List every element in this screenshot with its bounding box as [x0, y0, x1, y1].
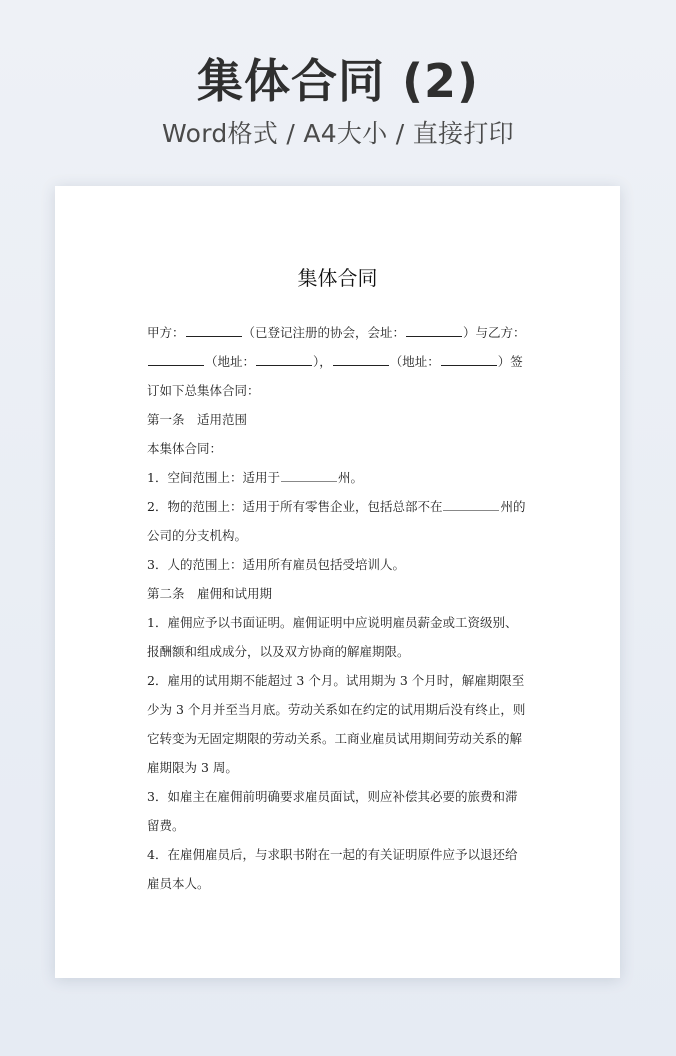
text-line: 2．雇用的试用期不能超过 3 个月。试用期为 3 个月时，解雇期限至 — [147, 673, 525, 688]
text-line: 雇期限为 3 周。 — [147, 760, 238, 775]
text-segment: 州。 — [337, 470, 363, 485]
text-segment: （地址： — [205, 354, 256, 369]
blank-underline — [443, 498, 499, 511]
text-line: 3．如雇主在雇佣前明确要求雇员面试，则应补偿其必要的旅费和滞 — [147, 789, 518, 804]
blank-underline — [406, 324, 462, 337]
text-segment: 甲方： — [147, 325, 185, 340]
text-line: 公司的分支机构。 — [147, 528, 248, 543]
article-heading: 第一条 适用范围 — [147, 412, 248, 427]
article-heading: 第二条 雇佣和试用期 — [147, 586, 273, 601]
blank-underline — [281, 469, 337, 482]
text-line — [147, 463, 529, 492]
text-line — [147, 318, 529, 347]
text-line — [147, 347, 529, 376]
text-line: 留费。 — [147, 818, 185, 833]
text-segment: （地址： — [389, 354, 440, 369]
text-segment: （已登记注册的协会，会址： — [242, 325, 406, 340]
text-segment: 州的 — [500, 499, 526, 514]
blank-underline — [333, 353, 389, 366]
blank-underline — [441, 353, 497, 366]
text-segment: 2．物的范围上：适用于所有零售企业，包括总部不在 — [147, 499, 443, 514]
page-subtitle: Word格式 / A4大小 / 直接打印 — [162, 119, 514, 148]
document-title: 集体合同 — [297, 266, 378, 290]
text-line — [147, 492, 529, 521]
text-line: 3．人的范围上：适用所有雇员包括受培训人。 — [147, 557, 405, 572]
text-line: 本集体合同： — [147, 441, 223, 456]
document-page — [55, 186, 620, 978]
text-line: 雇员本人。 — [147, 876, 210, 891]
text-line: 报酬额和组成成分，以及双方协商的解雇期限。 — [147, 644, 410, 659]
text-line: 4．在雇佣雇员后，与求职书附在一起的有关证明原件应予以退还给 — [147, 847, 518, 862]
page-title: 集体合同 (2) — [196, 54, 480, 108]
text-segment: ）签 — [497, 354, 523, 369]
blank-underline — [148, 353, 204, 366]
page-header — [0, 54, 676, 150]
text-line: 1．雇佣应予以书面证明。雇佣证明中应说明雇员薪金或工资级别、 — [147, 615, 518, 630]
text-line: 订如下总集体合同： — [147, 383, 260, 398]
document-body — [147, 318, 529, 898]
text-segment: ）与乙方： — [463, 325, 526, 340]
blank-underline — [256, 353, 312, 366]
text-line: 少为 3 个月并至当月底。劳动关系如在约定的试用期后没有终止，则 — [147, 702, 526, 717]
text-line: 它转变为无固定期限的劳动关系。工商业雇员试用期间劳动关系的解 — [147, 731, 523, 746]
text-segment: ）， — [313, 354, 332, 369]
blank-underline — [186, 324, 242, 337]
text-segment: 1．空间范围上：适用于 — [147, 470, 280, 485]
